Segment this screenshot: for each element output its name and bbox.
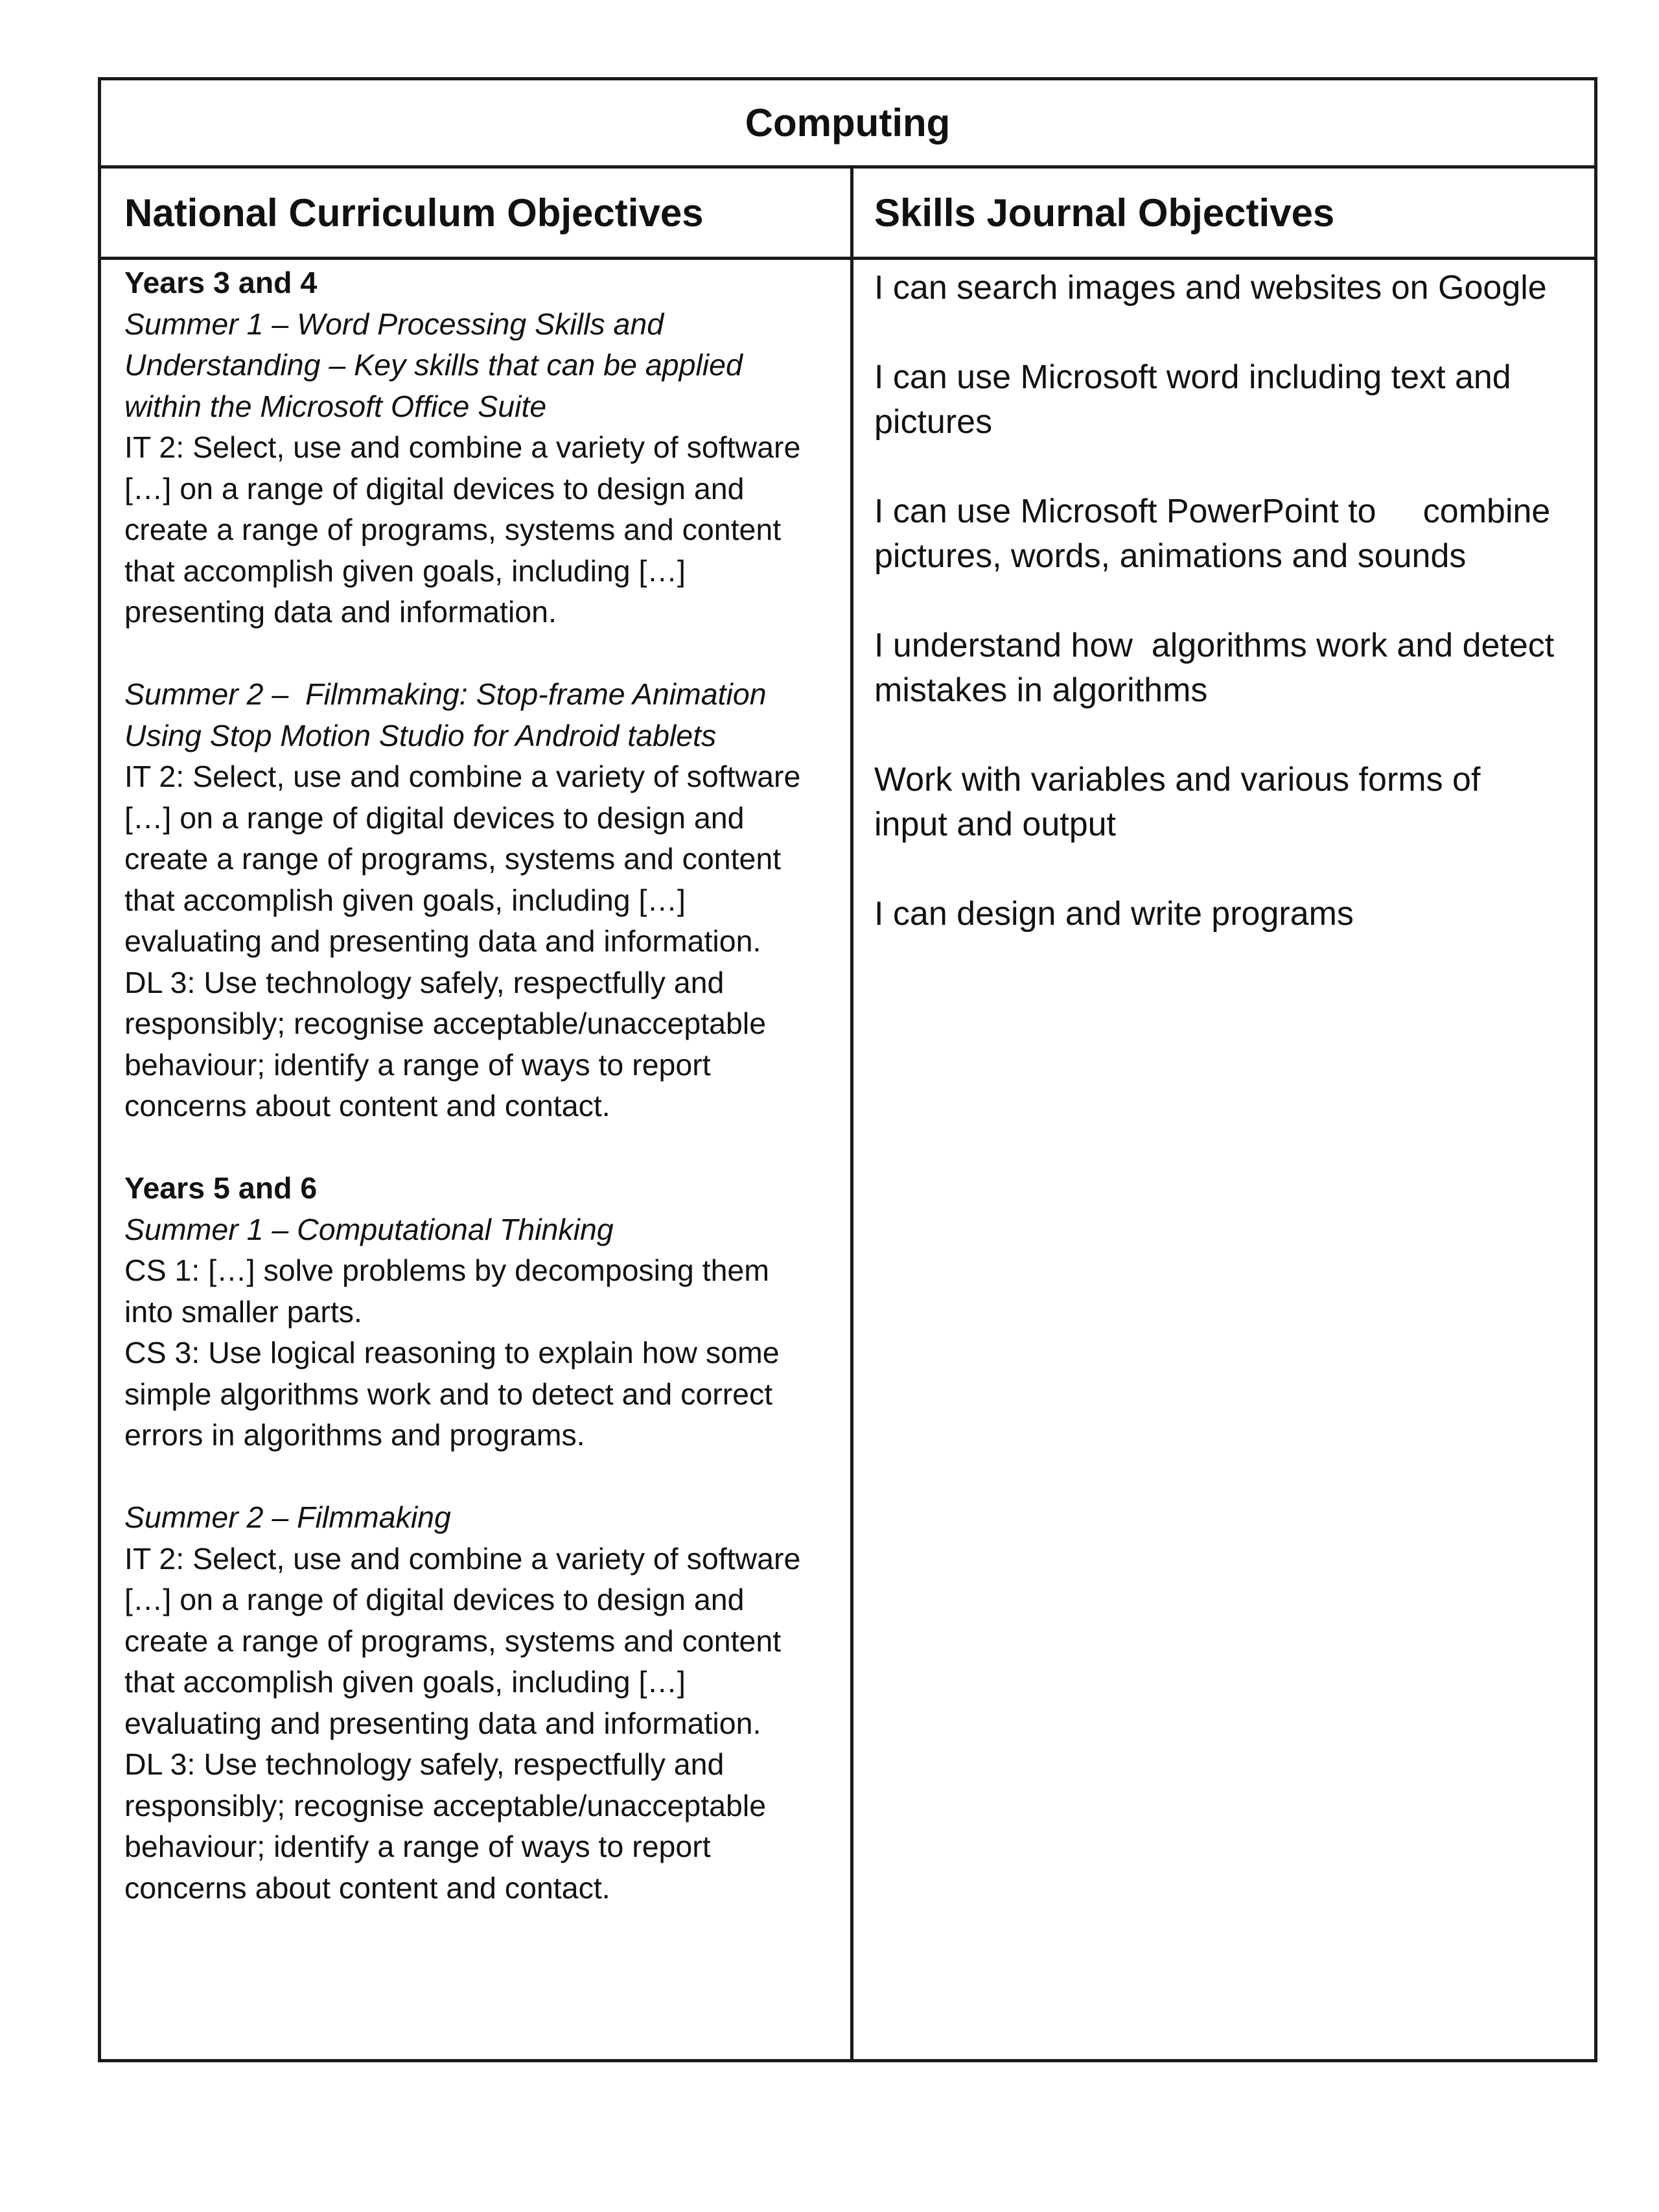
y34-summer2-body-line: evaluating and presenting data and information.	[124, 924, 761, 958]
y34-summer2-body-line: IT 2: Select, use and combine a variety of software	[124, 760, 801, 793]
y34-summer2-body-line: that accomplish given goals, including […]	[124, 883, 686, 917]
y56-summer1	[124, 1209, 844, 1456]
y56-summer1-body-line: into smaller parts.	[124, 1294, 362, 1329]
y56-summer2-body-line: create a range of programs, systems and content	[124, 1624, 782, 1658]
skills-item-line: input and output	[874, 806, 1116, 843]
y56-summer2	[124, 1497, 844, 1909]
skills-item-line: I can search images and websites on Google	[874, 269, 1547, 307]
table-title-row	[101, 80, 1594, 169]
header-row	[101, 169, 1594, 260]
column-divider	[850, 169, 853, 2059]
skills-item	[874, 266, 1587, 310]
y56-summer2-body-line: responsibly; recognise acceptable/unacceptable	[124, 1788, 767, 1822]
y56-summer1-body-line: CS 1: […] solve problems by decomposing them	[124, 1253, 770, 1287]
y56-summer1-body-line: CS 3: Use logical reasoning to explain how some	[124, 1336, 780, 1369]
y56-summer2-body-line: evaluating and presenting data and information.	[124, 1706, 761, 1740]
y34-summer1-body-line: that accomplish given goals, including […]	[124, 553, 686, 588]
header-national-curriculum: National Curriculum Objectives	[124, 191, 704, 235]
y56-summer1-body-line: simple algorithms work and to detect and correct	[124, 1377, 773, 1411]
skills-item	[874, 758, 1587, 847]
skills-journal-column	[874, 260, 1587, 937]
y34-summer2-title-line: Summer 2 – Filmmaking: Stop-frame Animation	[124, 677, 767, 711]
years-3-4-heading: Years 3 and 4	[124, 266, 318, 299]
national-curriculum-column	[124, 260, 844, 1909]
skills-item-line: I can use Microsoft PowerPoint to combine	[874, 493, 1551, 530]
skills-item	[874, 623, 1587, 713]
y34-summer2-body-line: concerns about content and contact.	[124, 1089, 610, 1123]
years-3-4-section	[124, 262, 844, 1127]
y56-summer2-body-line: IT 2: Select, use and combine a variety of software	[124, 1541, 801, 1576]
skills-item-line: I understand how algorithms work and detect	[874, 627, 1555, 664]
y34-summer2-body-line: create a range of programs, systems and content	[124, 842, 782, 876]
y34-summer1-body-line: create a range of programs, systems and content	[124, 513, 782, 546]
y34-summer2-title-line: Using Stop Motion Studio for Android tablets	[124, 718, 717, 752]
y56-summer2-body-line: DL 3: Use technology safely, respectfully and	[124, 1747, 725, 1781]
curriculum-table	[98, 77, 1597, 2062]
skills-item	[874, 489, 1587, 579]
y34-summer1-body-line: presenting data and information.	[124, 595, 557, 629]
y34-summer1-body-line: IT 2: Select, use and combine a variety of software	[124, 430, 801, 464]
y34-summer2-body-line: behaviour; identify a range of ways to report	[124, 1047, 711, 1082]
skills-item-line: I can use Microsoft word including text and	[874, 358, 1511, 396]
y34-summer1-title-line: Understanding – Key skills that can be applied	[124, 348, 743, 382]
y56-summer1-body-line: errors in algorithms and programs.	[124, 1418, 585, 1452]
skills-item-line: mistakes in algorithms	[874, 671, 1208, 709]
years-5-6-section	[124, 1168, 844, 1909]
skills-item-line: Work with variables and various forms of	[874, 761, 1481, 798]
years-5-6-heading: Years 5 and 6	[124, 1171, 318, 1205]
y34-summer2	[124, 674, 844, 1127]
y34-summer1-title-line: Summer 1 – Word Processing Skills and	[124, 307, 664, 341]
y34-summer1-body-line: […] on a range of digital devices to design and	[124, 471, 745, 506]
y56-summer2-title-line: Summer 2 – Filmmaking	[124, 1500, 451, 1534]
header-skills-journal: Skills Journal Objectives	[874, 191, 1335, 235]
y56-summer2-body-line: concerns about content and contact.	[124, 1870, 610, 1905]
y56-summer2-body-line: that accomplish given goals, including […]	[124, 1665, 686, 1699]
y34-summer2-body-line: responsibly; recognise acceptable/unacceptable	[124, 1007, 767, 1040]
y56-summer2-body-line: […] on a range of digital devices to design and	[124, 1583, 745, 1616]
skills-item	[874, 355, 1587, 445]
y34-summer2-body-line: DL 3: Use technology safely, respectfully and	[124, 965, 725, 999]
table-title: Computing	[745, 101, 951, 145]
skills-item	[874, 892, 1587, 937]
skills-item-line: I can design and write programs	[874, 895, 1354, 933]
y56-summer1-title-line: Summer 1 – Computational Thinking	[124, 1212, 614, 1246]
skills-item-line: pictures, words, animations and sounds	[874, 537, 1467, 575]
skills-item-line: pictures	[874, 403, 993, 441]
y34-summer1	[124, 304, 844, 633]
y34-summer2-body-line: […] on a range of digital devices to design and	[124, 800, 745, 835]
y34-summer1-title-line: within the Microsoft Office Suite	[124, 389, 547, 423]
y56-summer2-body-line: behaviour; identify a range of ways to report	[124, 1830, 711, 1863]
